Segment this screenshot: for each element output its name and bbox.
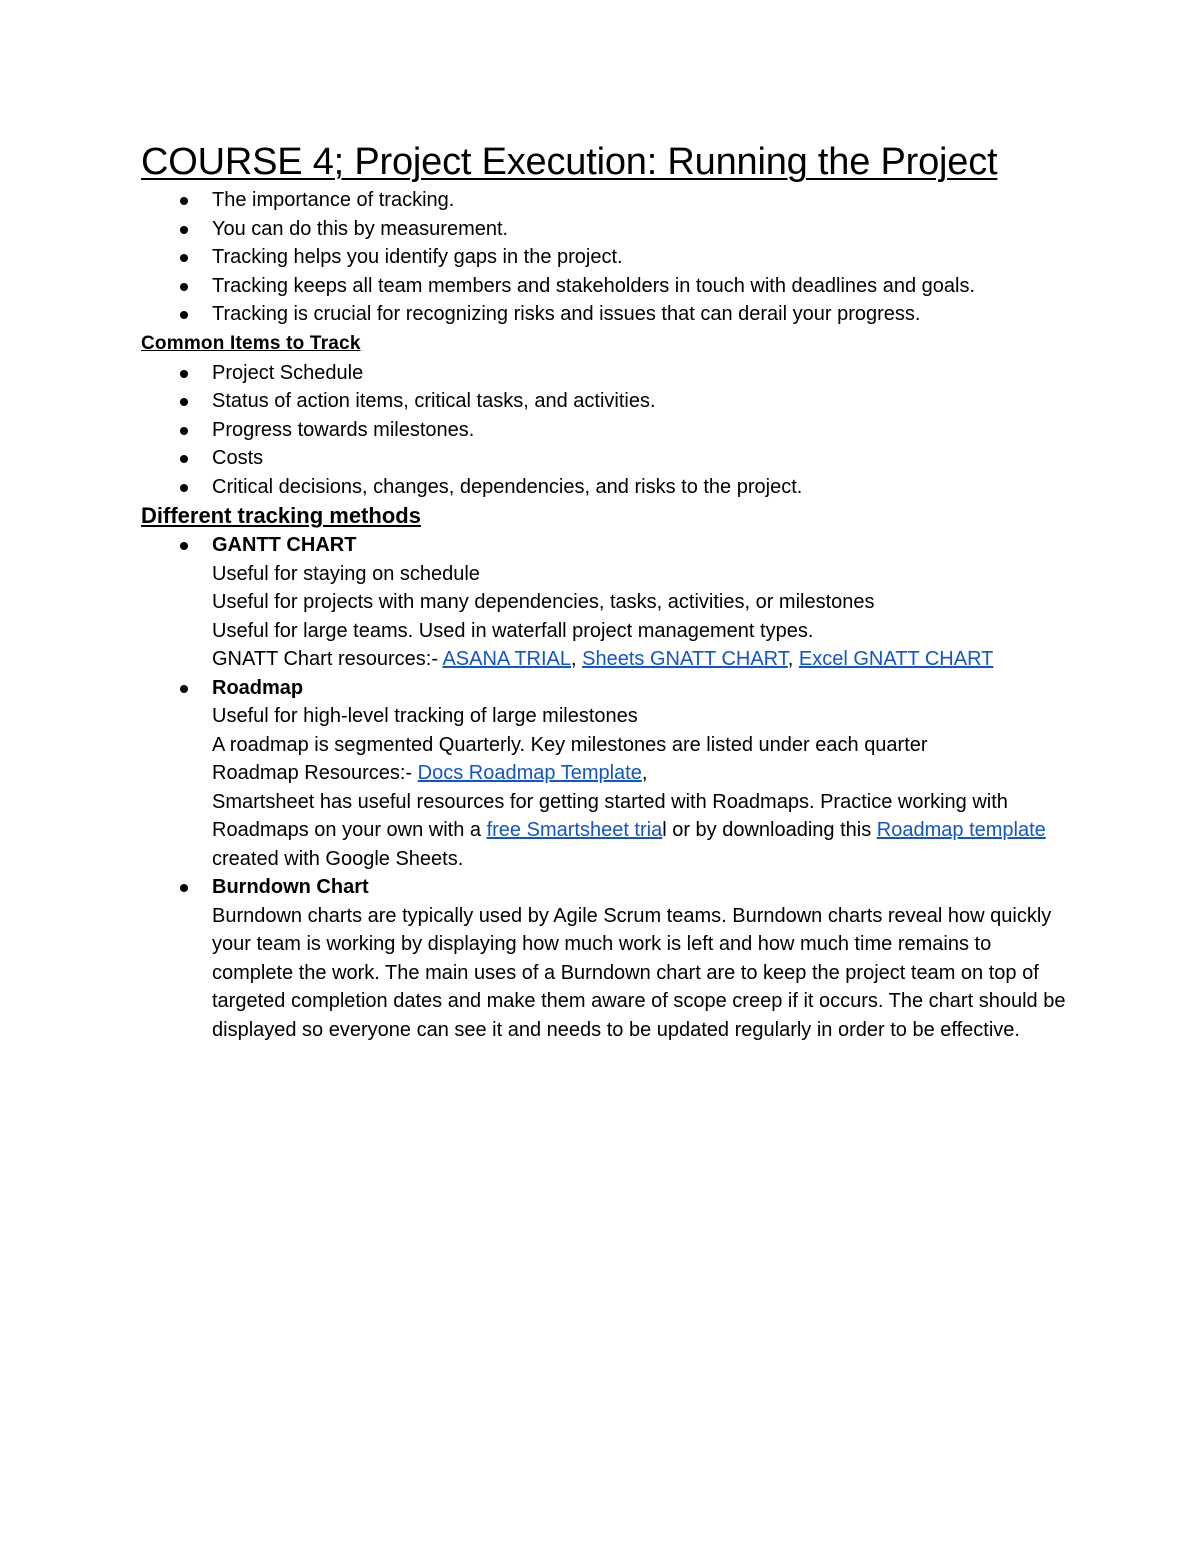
roadmap-title: Roadmap: [212, 676, 304, 699]
separator: ,: [571, 648, 583, 670]
sheets-gnatt-chart-link[interactable]: Sheets GNATT CHART: [582, 648, 788, 670]
roadmap-resources-label: Roadmap Resources:-: [212, 762, 418, 784]
intro-bullet-list: [141, 186, 1071, 329]
roadmap-template-link[interactable]: Roadmap template: [876, 819, 1046, 841]
page-title: COURSE 4; Project Execution: Running the Project: [141, 141, 998, 183]
list-item: Costs: [212, 444, 1071, 473]
list-item: Tracking is crucial for recognizing risks and issues that can derail your progress.: [212, 300, 1071, 329]
list-item: Tracking keeps all team members and stakeholders in touch with deadlines and goals.: [212, 272, 1071, 301]
roadmap-text: l or by downloading this: [662, 819, 877, 841]
roadmap-paragraph: [212, 788, 1071, 874]
list-item: Progress towards milestones.: [212, 416, 1071, 445]
free-smartsheet-trial-link[interactable]: free Smartsheet tria: [486, 819, 663, 841]
gantt-title: GANTT CHART: [212, 534, 357, 556]
method-roadmap: [212, 674, 1071, 874]
list-item: Status of action items, critical tasks, and activities.: [212, 387, 1071, 416]
document-page: [141, 138, 1071, 1044]
asana-trial-link[interactable]: ASANA TRIAL: [442, 648, 572, 670]
tracking-methods-list: [141, 531, 1071, 1044]
common-items-heading: Common Items to Track: [141, 332, 361, 354]
list-item: Tracking helps you identify gaps in the project.: [212, 243, 1071, 272]
gantt-resources: [212, 645, 1071, 674]
method-gantt: [212, 531, 1071, 674]
list-item: The importance of tracking.: [212, 186, 1071, 215]
list-item: Project Schedule: [212, 359, 1071, 388]
separator: ,: [787, 648, 799, 670]
common-items-list: [141, 359, 1071, 502]
roadmap-text: created with Google Sheets.: [212, 847, 464, 870]
excel-gnatt-chart-link[interactable]: Excel GNATT CHART: [798, 648, 994, 670]
gantt-line: Useful for large teams. Used in waterfall project management types.: [212, 619, 814, 642]
list-item: You can do this by measurement.: [212, 215, 1071, 244]
burndown-title: Burndown Chart: [212, 876, 369, 898]
method-burndown: [212, 873, 1071, 1044]
docs-roadmap-template-link[interactable]: Docs Roadmap Template: [417, 762, 642, 784]
gantt-line: Useful for staying on schedule: [212, 562, 480, 585]
list-item: Critical decisions, changes, dependencies, and risks to the project.: [212, 473, 1071, 502]
gantt-resources-label: GNATT Chart resources:-: [212, 648, 443, 670]
roadmap-text: Smartsheet has useful resources for getting started with Roadmaps. Practice working with Roadmaps on your own with a: [212, 790, 1008, 841]
gantt-line: Useful for projects with many dependencies, tasks, activities, or milestones: [212, 591, 875, 613]
burndown-paragraph: Burndown charts are typically used by Agile Scrum teams. Burndown charts reveal how quickly your team is working by displaying how much work is left and how much time remains to complete the work. The main uses of a Burndown chart are to keep the project team on top of targeted completion dates and make them aware of scope creep if it occurs. The chart should be displayed so everyone can see it and needs to be updated regularly in order to be effective.: [212, 904, 1066, 1041]
roadmap-resources: [212, 759, 1071, 788]
tracking-methods-heading: Different tracking methods: [141, 503, 421, 528]
roadmap-line: Useful for high-level tracking of large milestones: [212, 705, 638, 727]
roadmap-line: A roadmap is segmented Quarterly. Key milestones are listed under each quarter: [212, 733, 928, 756]
separator: ,: [641, 762, 648, 784]
